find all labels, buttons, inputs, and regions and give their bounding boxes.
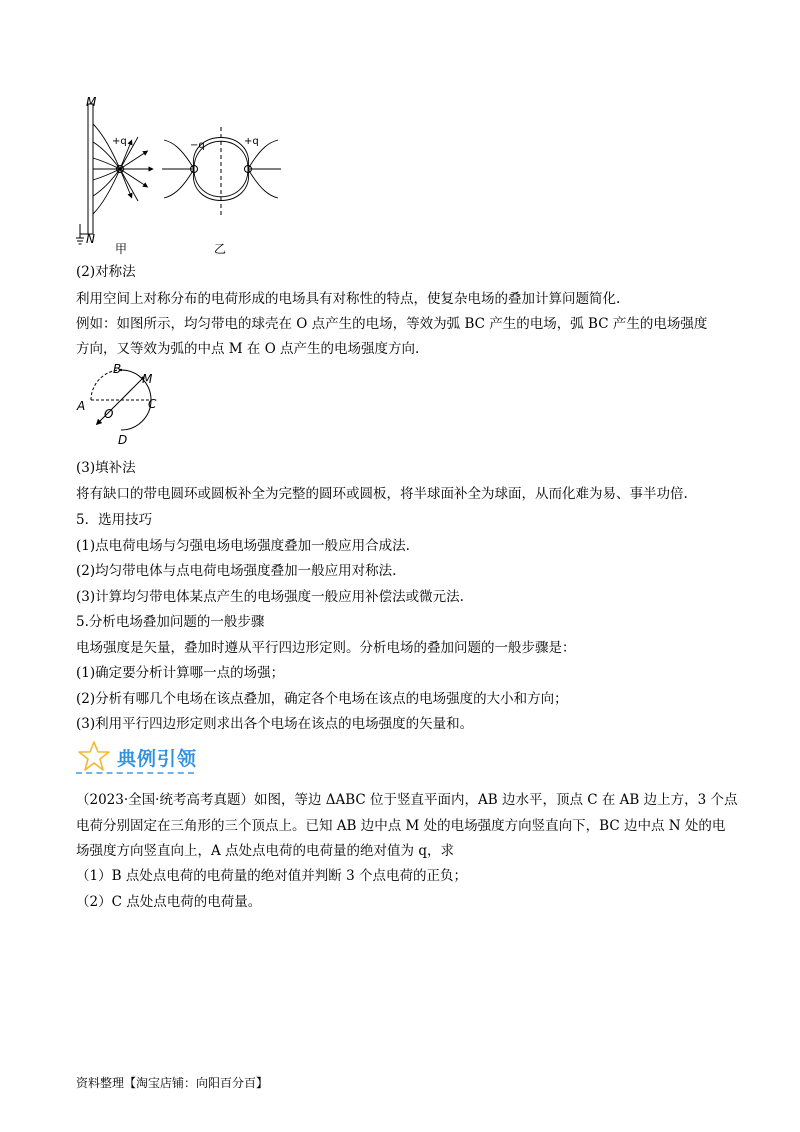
field-lines-figure bbox=[76, 92, 306, 260]
tips-item-3: (3)计算均匀带电体某点产生的电场强度一般应用补偿法或微元法. bbox=[76, 589, 464, 605]
section-heading-steps: 5.分析电场叠加问题的一般步骤 bbox=[76, 614, 265, 630]
label-plus-q-left: +q bbox=[112, 136, 127, 147]
paragraph-symmetry-1: 利用空间上对称分布的电荷形成的电场具有对称性的特点，使复杂电场的叠加计算问题简化. bbox=[76, 291, 621, 307]
section-heading-tips: 5．选用技巧 bbox=[76, 512, 153, 528]
paragraph-symmetry-2: 例如：如图所示，均匀带电的球壳在 O 点产生的电场，等效为弧 BC 产生的电场，弧 BC 产生的电场强度 bbox=[76, 316, 708, 332]
label-N: N bbox=[86, 232, 95, 246]
label-D: D bbox=[118, 433, 128, 447]
tips-item-1: (1)点电荷电场与匀强电场电场强度叠加一般应用合成法. bbox=[76, 538, 410, 554]
steps-item-2: (2)分析有哪几个电场在该点叠加，确定各个电场在该点的电场强度的大小和方向； bbox=[76, 691, 568, 707]
label-B: B bbox=[113, 362, 122, 376]
example-line-3: 场强度方向竖直向上，A 点处点电荷的电荷量的绝对值为 q，求 bbox=[76, 843, 454, 859]
label-O: O bbox=[104, 407, 114, 421]
star-icon bbox=[78, 741, 110, 771]
steps-intro: 电场强度是矢量，叠加时遵从平行四边形定则。分析电场的叠加问题的一般步骤是： bbox=[76, 640, 576, 656]
steps-item-3: (3)利用平行四边形定则求出各个电场在该点的电场强度的矢量和。 bbox=[76, 716, 474, 732]
paragraph-symmetry-3: 方向，又等效为弧的中点 M 在 O 点产生的电场强度方向. bbox=[76, 341, 420, 357]
caption-jia: 甲 bbox=[115, 242, 128, 256]
diagram-yi bbox=[162, 127, 281, 217]
paragraph-fill: 将有缺口的带电圆环或圆板补全为完整的圆环或圆板，将半球面补全为球面，从而化难为易、事半功倍. bbox=[76, 486, 688, 502]
label-C: C bbox=[148, 397, 157, 411]
example-line-1: （2023·全国·统考高考真题）如图，等边 ΔABC 位于竖直平面内，AB 边水平，顶点 C 在 AB 边上方，3 个点 bbox=[76, 792, 738, 808]
label-minus-q: −q bbox=[190, 140, 205, 151]
example-line-2: 电荷分别固定在三角形的三个顶点上。已知 AB 边中点 M 处的电场强度方向竖直向下，BC 边中点 N 处的电 bbox=[76, 818, 726, 834]
label-M: M bbox=[86, 95, 97, 109]
banner-underline bbox=[76, 772, 194, 774]
steps-item-1: (1)确定要分析计算哪一点的场强； bbox=[76, 665, 285, 681]
section-heading-fill: (3)填补法 bbox=[76, 460, 136, 476]
example-question-2: （2）C 点处点电荷的电荷量。 bbox=[76, 894, 262, 910]
diagram-jia bbox=[76, 104, 151, 244]
label-M2: M bbox=[142, 372, 153, 386]
tips-item-2: (2)均匀带电体与点电荷电场强度叠加一般应用对称法. bbox=[76, 563, 397, 579]
banner-title: 典例引领 bbox=[117, 748, 198, 770]
caption-yi: 乙 bbox=[214, 242, 227, 256]
label-plus-q-right: +q bbox=[244, 136, 259, 147]
section-heading-symmetry: (2)对称法 bbox=[76, 264, 136, 280]
footer-text: 资料整理【淘宝店铺：向阳百分百】 bbox=[76, 1076, 269, 1090]
label-A: A bbox=[77, 399, 86, 413]
example-question-1: （1）B 点处点电荷的电荷量的绝对值并判断 3 个点电荷的正负； bbox=[76, 868, 467, 884]
